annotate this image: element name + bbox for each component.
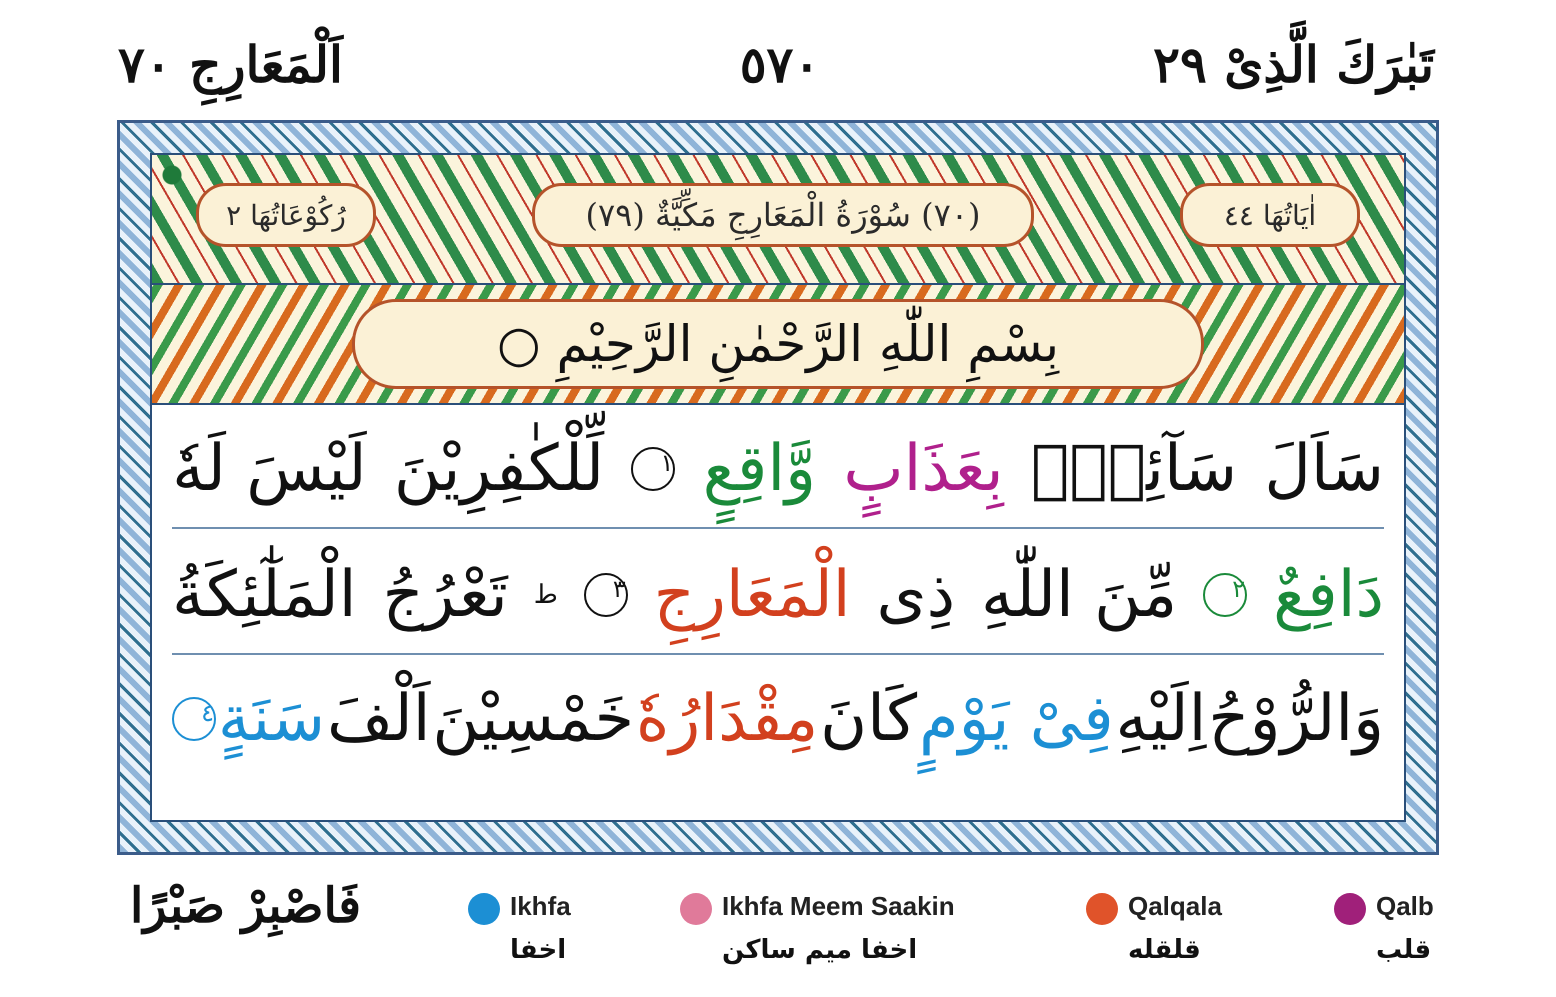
legend-arabic-label: اخفا (510, 935, 567, 965)
legend-dot-icon (680, 893, 712, 925)
legend-label: Qalqala (1128, 891, 1222, 921)
verse-line-2 (172, 537, 1384, 655)
verse-word: خَمْسِیْنَ (432, 682, 635, 756)
verse-word: تَعْرُجُ (382, 558, 508, 632)
verse-word-ghunna: دَافِعٌ (1273, 558, 1384, 632)
verse-word: ذِی (876, 558, 956, 632)
legend-label: Ikhfa Meem Saakin (722, 891, 955, 921)
verse-word: لَیْسَ لَهٗ (172, 432, 367, 506)
surah-title: (٧٠) سُوْرَةُ الْمَعَارِجِ مَكِّيَّةٌ (٧٩) (532, 183, 1034, 247)
legend-arabic-label: اخفا میم ساکن (722, 935, 918, 965)
ayah-marker-2: ٢ (1203, 573, 1247, 617)
verse-word-ikhfa: فِیْ یَوْمٍ (918, 682, 1114, 756)
page-content (150, 153, 1406, 822)
legend-arabic-label: قلب (1376, 935, 1432, 965)
ayah-marker-1: ١ (631, 447, 675, 491)
footer-catchword: فَاصْبِرْ صَبْرًا (130, 878, 362, 934)
legend-label: Ikhfa (510, 891, 571, 921)
ruku-count-label: رُکُوْعَاتُهَا ٢ (196, 183, 376, 247)
verse-word-ikhfa: سَنَةٍ (217, 682, 326, 756)
page-border (117, 120, 1439, 855)
legend-dot-icon (1334, 893, 1366, 925)
verse-word-ghunna: وَّاقِعٍ (702, 432, 817, 506)
verse-word: الْمَلٰٓئِكَةُ (172, 558, 357, 632)
verse-word: لِّلْكٰفِرِیْنَ (393, 432, 605, 506)
legend-dot-icon (468, 893, 500, 925)
legend-label: Qalb (1376, 891, 1434, 921)
legend-dot-icon (1086, 893, 1118, 925)
verse-word-qalb: بِعَذَابٍ (843, 432, 1004, 506)
header-juz-name: تَبٰرَكَ الَّذِیْ ٢٩ (1153, 35, 1434, 94)
verse-line-3 (172, 661, 1384, 777)
ayah-marker-3: ٣ (584, 573, 628, 617)
verse-word: اَلْفَ (326, 682, 431, 756)
verse-line-1 (172, 411, 1384, 529)
verse-word: سَآئِلٌۢ (1030, 432, 1238, 506)
header-surah-name: اَلْمَعَارِجِ ٧٠ (118, 35, 343, 94)
ayah-count-label: اٰیَاتُهَا ٤٤ (1180, 183, 1360, 247)
ayah-marker-4: ٤ (172, 697, 216, 741)
bismillah: بِسْمِ اللّٰهِ الرَّحْمٰنِ الرَّحِیْمِ ○ (352, 299, 1204, 389)
verse-word: سَاَلَ (1264, 432, 1384, 506)
verse-word-qalqala: الْمَعَارِجِ (653, 558, 851, 632)
verse-word: وَالرُّوْحُ (1208, 682, 1384, 756)
legend-arabic-label: قلقله (1128, 935, 1201, 965)
verse-word-qalqala: مِقْدَارُهٗ (635, 682, 819, 756)
page-number: ٥٧٠ (739, 35, 821, 94)
verse-word: اِلَیْهِ (1115, 682, 1207, 756)
surah-title-band (152, 155, 1404, 285)
stop-mark: ط (533, 580, 558, 610)
verse-word: كَانَ (820, 682, 918, 756)
bismillah-band (152, 285, 1404, 405)
verse-word: مِّنَ اللّٰهِ (981, 558, 1178, 632)
